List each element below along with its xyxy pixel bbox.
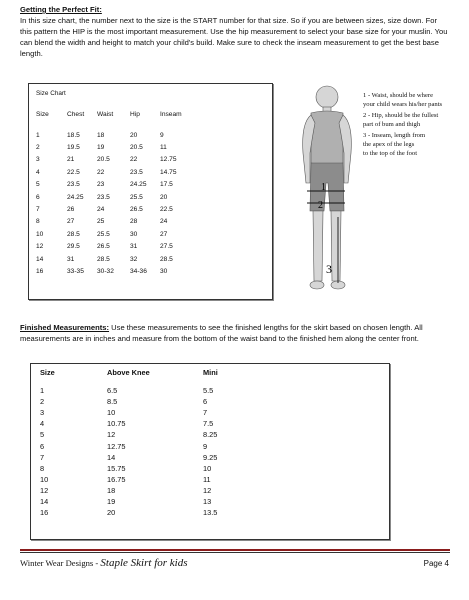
table-cell: 5.5 (203, 386, 214, 396)
table-cell: 11 (203, 474, 211, 484)
table-cell: 15.75 (107, 463, 126, 473)
table-cell: 9 (160, 131, 164, 139)
finished-row (40, 496, 263, 507)
table-cell: 12.75 (107, 441, 126, 451)
figure-left-leg (313, 211, 323, 281)
finished-table (40, 368, 263, 518)
table-cell: 5 (36, 181, 40, 189)
table-cell: 19.5 (67, 144, 80, 152)
size-chart-row (36, 216, 198, 228)
table-cell: 31 (130, 243, 138, 251)
table-cell: 11 (160, 144, 167, 152)
table-cell: 24.25 (130, 181, 147, 189)
table-cell: 1 (36, 131, 40, 139)
table-cell: 23 (97, 181, 105, 189)
table-cell: 25 (97, 218, 105, 226)
table-cell: 21 (67, 156, 75, 164)
table-cell: 33-35 (67, 267, 84, 275)
size-chart-row (36, 253, 198, 265)
figure-shorts (310, 163, 344, 211)
table-cell: 13.5 (203, 508, 218, 518)
figure-note-line: your child wears his/her pants (363, 101, 443, 108)
table-cell: 27.5 (160, 243, 173, 251)
table-cell: 10 (36, 230, 44, 238)
table-cell: 20.5 (130, 144, 143, 152)
table-cell: 24 (97, 206, 105, 214)
column-header: Above Knee (107, 368, 150, 377)
column-header: Hip (130, 111, 140, 118)
table-cell: 4 (40, 419, 45, 429)
table-cell: 18 (107, 485, 116, 495)
finished-row (40, 418, 263, 429)
table-cell: 2 (40, 397, 45, 407)
table-cell: 8 (36, 218, 40, 226)
table-cell: 20.5 (97, 156, 110, 164)
table-cell: 8.5 (107, 397, 118, 407)
table-cell: 16 (40, 508, 49, 518)
table-cell: 1 (40, 386, 45, 396)
size-chart-row (36, 129, 198, 141)
table-cell: 23.5 (97, 193, 110, 201)
table-cell: 27 (67, 218, 75, 226)
table-cell: 32 (130, 255, 138, 263)
size-chart-row (36, 265, 198, 277)
table-cell: 34-36 (130, 267, 147, 275)
figure-note-line: to the top of the foot (363, 150, 418, 157)
size-chart-box (28, 83, 273, 300)
table-cell: 6 (203, 397, 208, 407)
table-cell: 9 (203, 441, 208, 451)
marker-2: 2 (318, 200, 323, 211)
finished-row (40, 396, 263, 407)
intro-title: Getting the Perfect Fit: (20, 5, 102, 14)
table-cell: 6.5 (107, 386, 118, 396)
table-cell: 26 (67, 206, 75, 214)
table-cell: 25.5 (97, 230, 110, 238)
size-chart-table (36, 111, 198, 278)
page-number: Page 4 (423, 559, 449, 568)
figure-note-line: 2 - Hip, should be the fullest (363, 112, 439, 119)
footer-rule (20, 549, 450, 551)
table-cell: 30-32 (97, 267, 114, 275)
figure-note-line: the apex of the legs (363, 141, 415, 148)
table-cell: 22 (130, 156, 138, 164)
table-cell: 28.5 (67, 230, 80, 238)
figure-note-line: 1 - Waist, should be where (363, 92, 434, 99)
table-cell: 14 (40, 496, 49, 506)
table-cell: 13 (203, 496, 212, 506)
table-cell: 28.5 (160, 255, 173, 263)
table-cell: 20 (160, 193, 168, 201)
table-cell: 23.5 (67, 181, 80, 189)
table-cell: 4 (36, 168, 40, 176)
finished-title: Finished Measurements: (20, 323, 110, 332)
table-cell: 16.75 (107, 474, 126, 484)
size-chart-row (36, 179, 198, 191)
column-header: Mini (203, 368, 218, 377)
table-cell: 10 (203, 463, 212, 473)
finished-row (40, 452, 263, 463)
table-cell: 7 (203, 408, 208, 418)
table-cell: 18 (97, 131, 105, 139)
figure-right-leg (331, 211, 341, 281)
footer-pattern-name: Staple Skirt for kids (100, 557, 188, 569)
finished-text: Use these measurements to see the finished lengths for the skirt based on chosen length. All measurements are in inches and measure from the bottom of the waist band to the finished hem along the center front. (20, 323, 423, 343)
table-cell: 10 (40, 474, 49, 484)
table-cell: 24 (160, 218, 168, 226)
size-chart-row (36, 166, 198, 178)
intro-text: In this size chart, the number next to the size is the START number for that size. So if you are between sizes, size down. For this pattern the HIP is the most important measurement. Use the hip measurement to select your base size for your muslin. You can blend the width and height to match your child's build. Make sure to check the inseam measurement to get the best base length. (20, 16, 448, 58)
table-cell: 29.5 (67, 243, 80, 251)
table-cell: 6 (36, 193, 40, 201)
table-cell: 26.5 (130, 206, 143, 214)
figure-note-line: 3 - Inseam, length from (363, 132, 426, 139)
column-header: Inseam (160, 111, 182, 118)
table-cell: 17.5 (160, 181, 173, 189)
size-chart-caption: Size Chart (36, 90, 66, 97)
table-cell: 12 (203, 485, 212, 495)
table-cell: 27 (160, 230, 168, 238)
table-cell: 12 (40, 485, 49, 495)
table-cell: 14 (36, 255, 44, 263)
table-cell: 10.75 (107, 419, 126, 429)
table-cell: 26.5 (97, 243, 110, 251)
table-cell: 16 (36, 267, 44, 275)
column-header: Chest (67, 111, 85, 118)
table-cell: 20 (130, 131, 138, 139)
table-cell: 3 (36, 156, 40, 164)
marker-3: 3 (326, 262, 332, 276)
finished-row (40, 463, 263, 474)
table-cell: 8.25 (203, 430, 218, 440)
size-chart-row (36, 191, 198, 203)
table-cell: 5 (40, 430, 45, 440)
table-cell: 7 (40, 452, 45, 462)
table-cell: 24.25 (67, 193, 84, 201)
size-chart-row (36, 154, 198, 166)
table-cell: 20 (107, 508, 116, 518)
table-cell: 25.5 (130, 193, 143, 201)
column-header: Size (40, 368, 55, 377)
table-cell: 12 (36, 243, 44, 251)
table-cell: 28.5 (97, 255, 110, 263)
table-cell: 2 (36, 144, 40, 152)
intro-section (20, 4, 450, 59)
table-cell: 31 (67, 255, 75, 263)
figure-note-line: part of bum and thigh (363, 121, 421, 128)
finished-row (40, 429, 263, 440)
table-cell: 30 (160, 267, 168, 275)
finished-row (40, 507, 263, 518)
table-cell: 23.5 (130, 168, 143, 176)
table-cell: 22.5 (67, 168, 80, 176)
finished-row (40, 407, 263, 418)
footer-rule-thin (20, 552, 450, 553)
figure-torso (311, 111, 343, 165)
size-chart-row (36, 203, 198, 215)
table-cell: 22 (97, 168, 105, 176)
column-header: Size (36, 111, 49, 118)
table-cell: 7.5 (203, 419, 214, 429)
finished-row (40, 474, 263, 485)
footer-brand (20, 557, 188, 569)
table-cell: 12 (107, 430, 116, 440)
table-cell: 6 (40, 441, 45, 451)
table-cell: 18.5 (67, 131, 80, 139)
table-cell: 10 (107, 408, 116, 418)
finished-section (20, 322, 450, 344)
figure-left-foot (310, 281, 324, 289)
table-cell: 14.75 (160, 168, 177, 176)
table-cell: 12.75 (160, 156, 177, 164)
marker-1: 1 (321, 182, 326, 193)
table-cell: 19 (97, 144, 105, 152)
table-cell: 3 (40, 408, 45, 418)
figure-head (316, 86, 338, 108)
table-cell: 28 (130, 218, 138, 226)
table-cell: 8 (40, 463, 45, 473)
column-header: Waist (97, 111, 114, 118)
table-cell: 7 (36, 206, 40, 214)
footer-brand-text: Winter Wear Designs - (20, 558, 101, 568)
table-cell: 22.5 (160, 206, 173, 214)
size-chart-row (36, 228, 198, 240)
table-cell: 30 (130, 230, 138, 238)
finished-row (40, 440, 263, 451)
finished-row (40, 385, 263, 396)
child-measurement-figure (293, 83, 453, 308)
table-cell: 9.25 (203, 452, 218, 462)
finished-row (40, 485, 263, 496)
size-chart-row (36, 141, 198, 153)
finished-table-box (30, 363, 390, 540)
size-chart-row (36, 241, 198, 253)
table-cell: 14 (107, 452, 116, 462)
table-cell: 19 (107, 496, 116, 506)
